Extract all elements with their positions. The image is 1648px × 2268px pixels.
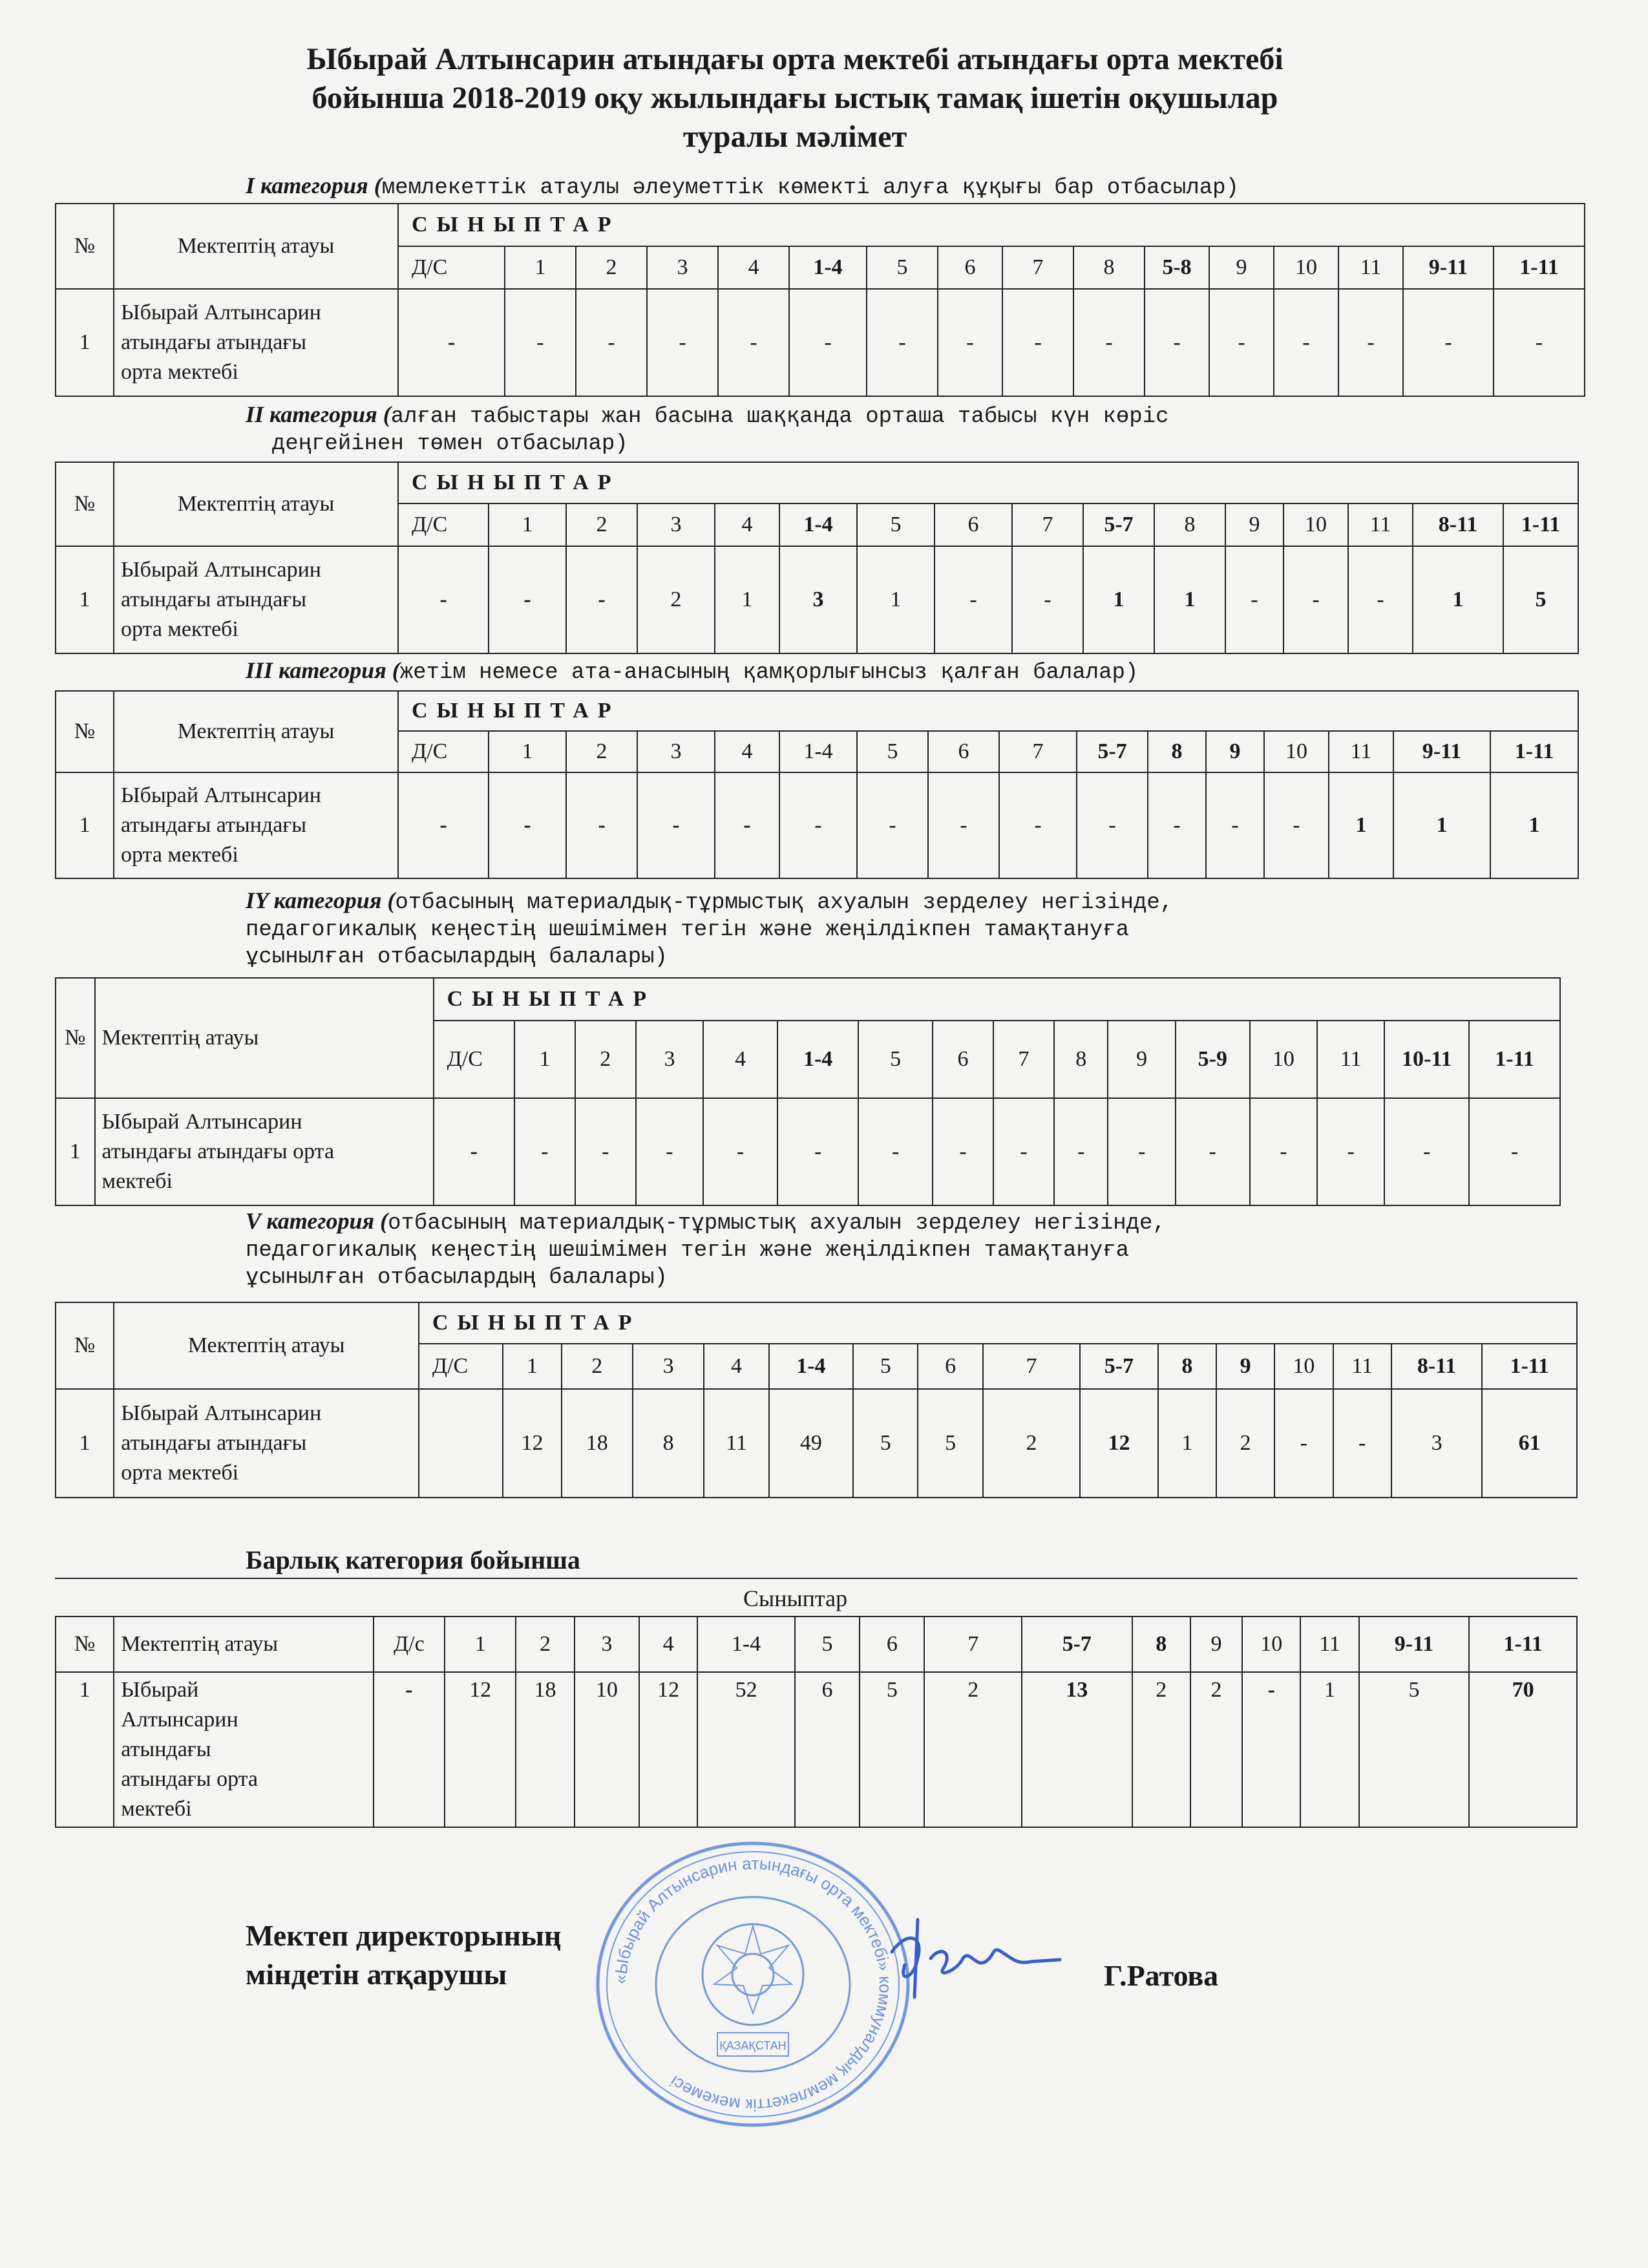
school-name-line: атындағы атындағы (121, 1431, 307, 1455)
school-name (95, 1098, 434, 1205)
col-ds: Д/С (398, 246, 505, 289)
cell: - (933, 1098, 993, 1205)
col-4: 4 (639, 1616, 697, 1672)
col-1: 1 (514, 1021, 575, 1098)
school-header: Мектептің атауы (114, 1302, 419, 1389)
col-11: 11 (1333, 1344, 1391, 1389)
col-3: 3 (575, 1616, 639, 1672)
category-1-table (55, 203, 1585, 397)
cell: 13 (1022, 1672, 1132, 1827)
cell: - (1284, 546, 1348, 653)
cell: - (938, 289, 1002, 396)
col-9: 9 (1108, 1021, 1175, 1098)
school-name (114, 1672, 373, 1827)
cell: - (867, 289, 938, 396)
school-name-line: Ыбырай Алтынсарин (121, 1401, 322, 1425)
col-ds: Д/С (419, 1344, 503, 1389)
cell: 8 (633, 1389, 704, 1498)
summary-table (55, 1616, 1578, 1828)
col-1-4: 1-4 (777, 1021, 858, 1098)
col-6: 6 (933, 1021, 993, 1098)
cell: 6 (795, 1672, 860, 1827)
category-3-caption (246, 658, 1474, 685)
school-header: Мектептің атауы (95, 978, 434, 1098)
signatory-name: Г.Ратова (1104, 1959, 1219, 1992)
table-row (56, 1672, 1577, 1827)
school-header: Мектептің атауы (114, 691, 398, 772)
no-header: № (56, 691, 114, 772)
row-number: 1 (56, 1098, 95, 1205)
col-5-7: 5-7 (1077, 731, 1148, 772)
col-1-11: 1-11 (1494, 246, 1585, 289)
cell: - (1274, 289, 1338, 396)
col-1-4: 1-4 (779, 503, 857, 546)
cell: 3 (1391, 1389, 1482, 1498)
col-1-11: 1-11 (1490, 731, 1578, 772)
col-5: 5 (858, 1021, 933, 1098)
col-1-4: 1-4 (697, 1616, 795, 1672)
cell: 5 (853, 1389, 918, 1498)
school-name-line: орта мектебі (121, 360, 238, 384)
cell: - (1054, 1098, 1108, 1205)
category-2-desc-1: алған табыстары жан басына шаққанда орташа табысы күн көріс (390, 405, 1169, 429)
school-name (114, 546, 398, 653)
col-6: 6 (928, 731, 999, 772)
no-header: № (56, 204, 114, 289)
cell: 1 (1158, 1389, 1216, 1498)
cell: - (857, 772, 928, 878)
col-9: 9 (1206, 731, 1264, 772)
col-9: 9 (1209, 246, 1274, 289)
cell: 1 (1300, 1672, 1358, 1827)
col-8: 8 (1132, 1616, 1190, 1672)
cell: - (1384, 1098, 1468, 1205)
cell: - (647, 289, 718, 396)
cell: - (999, 772, 1077, 878)
school-name-line: мектебі (121, 1797, 192, 1821)
cell: 2 (924, 1672, 1022, 1827)
cell: - (1209, 289, 1274, 396)
cell: - (1108, 1098, 1175, 1205)
school-name-line: атындағы атындағы (121, 330, 307, 354)
title-line-2: бойынша 2018-2019 оқу жылындағы ыстық тамақ ішетін оқушылар (312, 81, 1278, 115)
school-name-line: Ыбырай Алтынсарин (121, 301, 321, 324)
signature-label (246, 1916, 561, 1994)
col-5: 5 (857, 731, 928, 772)
col-10: 10 (1274, 1344, 1333, 1389)
school-name-line: орта мектебі (121, 1461, 239, 1485)
col-1-11: 1-11 (1482, 1344, 1577, 1389)
title-line-3: туралы мәлімет (682, 120, 907, 154)
school-name-line: орта мектебі (121, 843, 238, 867)
category-2-label: II категория ( (246, 401, 391, 427)
col-5-7: 5-7 (1083, 503, 1154, 546)
header-row (56, 204, 1585, 246)
cell: - (703, 1098, 777, 1205)
no-header: № (56, 978, 95, 1098)
col-9-11: 9-11 (1393, 731, 1490, 772)
cell: - (715, 772, 779, 878)
col-5: 5 (867, 246, 938, 289)
col-8-11: 8-11 (1391, 1344, 1482, 1389)
col-3: 3 (633, 1344, 704, 1389)
cell: 5 (1359, 1672, 1470, 1827)
header-row (56, 462, 1578, 503)
cell: - (1494, 289, 1585, 396)
header-row (56, 978, 1560, 1021)
signature-label-line-2: міндетін атқарушы (246, 1958, 507, 1991)
col-7: 7 (993, 1021, 1054, 1098)
school-name-line: Ыбырай (121, 1678, 199, 1702)
cell: 1 (1393, 772, 1490, 878)
category-2-desc-2: деңгейінен төмен отбасылар) (246, 432, 628, 456)
cell: - (993, 1098, 1054, 1205)
cell: 1 (715, 546, 779, 653)
col-2: 2 (576, 246, 647, 289)
school-name-line: Алтынсарин (121, 1708, 238, 1732)
document-title (194, 40, 1396, 156)
cell: - (1225, 546, 1284, 653)
row-number: 1 (56, 772, 114, 878)
cell: - (398, 772, 489, 878)
col-10: 10 (1284, 503, 1348, 546)
col-ds: Д/С (398, 503, 489, 546)
col-10: 10 (1242, 1616, 1300, 1672)
cell: - (1002, 289, 1073, 396)
col-7: 7 (924, 1616, 1022, 1672)
category-4-desc-3: ұсынылған отбасылардың балалары) (246, 945, 668, 970)
col-5-9: 5-9 (1176, 1021, 1250, 1098)
col-ds: Д/С (398, 731, 489, 772)
col-2: 2 (562, 1344, 633, 1389)
cell: - (398, 546, 489, 653)
classes-header: СЫНЫПТАР (419, 1302, 1577, 1344)
title-line-1: Ыбырай Алтынсарин атындағы орта мектебі атындағы орта мектебі (306, 42, 1284, 76)
cell: 2 (983, 1389, 1081, 1498)
col-6: 6 (935, 503, 1012, 546)
cell: 11 (704, 1389, 768, 1498)
cell: - (789, 289, 867, 396)
category-3-desc: жетім немесе ата-анасының қамқорлығынсыз қалған балалар) (399, 661, 1139, 685)
col-10: 10 (1250, 1021, 1317, 1098)
classes-header: СЫНЫПТАР (398, 462, 1578, 503)
category-4-caption (246, 888, 1474, 970)
cell: - (718, 289, 789, 396)
col-ds: Д/С (434, 1021, 514, 1098)
cell: - (489, 546, 566, 653)
col-3: 3 (637, 503, 715, 546)
cell: - (935, 546, 1012, 653)
col-5: 5 (853, 1344, 918, 1389)
col-2: 2 (566, 731, 637, 772)
table-row (56, 1098, 1560, 1205)
col-2: 2 (575, 1021, 636, 1098)
cell: 2 (1190, 1672, 1242, 1827)
category-5-caption (246, 1209, 1474, 1290)
category-2-caption (246, 402, 1474, 456)
cell: - (374, 1672, 445, 1827)
school-name-line: орта мектебі (121, 617, 238, 641)
cell: 5 (860, 1672, 924, 1827)
cell: - (1333, 1389, 1391, 1498)
cell: - (1077, 772, 1148, 878)
col-1: 1 (503, 1344, 561, 1389)
col-8: 8 (1073, 246, 1145, 289)
col-10: 10 (1264, 731, 1329, 772)
summary-rule (55, 1578, 1578, 1579)
cell: - (858, 1098, 933, 1205)
school-header: Мектептің атауы (114, 462, 398, 546)
col-1: 1 (505, 246, 576, 289)
school-name-line: атындағы атындағы орта (101, 1139, 335, 1163)
stamp-ring-text: «Ыбырай Алтынсарин атындағы орта мектебі» коммуналдық мемлекеттік мекемесі (610, 1853, 896, 2115)
col-11: 11 (1317, 1021, 1384, 1098)
col-1-11: 1-11 (1469, 1616, 1577, 1672)
school-name (114, 289, 398, 396)
cell: - (398, 289, 505, 396)
col-4: 4 (704, 1344, 768, 1389)
cell: - (1403, 289, 1494, 396)
stamp-center-text: ҚАЗАҚСТАН (719, 2039, 787, 2052)
col-1-11: 1-11 (1503, 503, 1578, 546)
cell: - (1250, 1098, 1317, 1205)
col-6: 6 (860, 1616, 924, 1672)
cell: - (1317, 1098, 1384, 1205)
category-5-desc-2: педагогикалық кеңестің шешімімен тегін және жеңілдікпен тамақтануға (246, 1238, 1130, 1263)
category-5-desc-1: отбасының материалдық-тұрмыстық ахуалын зерделеу негізінде, (388, 1211, 1166, 1236)
cell: 5 (1503, 546, 1578, 653)
cell: 12 (445, 1672, 516, 1827)
category-1-label: I категория ( (246, 173, 382, 198)
col-8: 8 (1148, 731, 1206, 772)
school-name (114, 1389, 419, 1498)
school-name-line: Ыбырай Алтынсарин (121, 558, 321, 582)
col-5: 5 (795, 1616, 860, 1672)
school-name (114, 772, 398, 878)
col-5-7: 5-7 (1080, 1344, 1157, 1389)
cell: 1 (1329, 772, 1393, 878)
columns-row (56, 1616, 1577, 1672)
official-stamp (591, 1836, 914, 2133)
cell: - (637, 772, 715, 878)
cell: 1 (857, 546, 935, 653)
col-1-4: 1-4 (769, 1344, 853, 1389)
category-5-desc-3: ұсынылған отбасылардың балалары) (246, 1266, 668, 1290)
cell: - (1242, 1672, 1300, 1827)
school-name-line: атындағы (121, 1737, 211, 1761)
col-8-11: 8-11 (1413, 503, 1503, 546)
category-3-table (55, 690, 1579, 879)
cell: - (575, 1098, 636, 1205)
col-5-7: 5-7 (1022, 1616, 1132, 1672)
cell: 18 (516, 1672, 574, 1827)
col-9: 9 (1190, 1616, 1242, 1672)
col-6: 6 (918, 1344, 982, 1389)
table-row (56, 546, 1578, 653)
cell: - (566, 546, 637, 653)
category-4-desc-1: отбасының материалдық-тұрмыстық ахуалын зерделеу негізінде, (395, 891, 1174, 915)
col-11: 11 (1329, 731, 1393, 772)
school-name-line: мектебі (101, 1169, 173, 1193)
category-1-caption (246, 173, 1474, 200)
header-row (56, 691, 1578, 731)
table-row (56, 772, 1578, 878)
col-1: 1 (445, 1616, 516, 1672)
cell: - (1348, 546, 1413, 653)
col-7: 7 (999, 731, 1077, 772)
school-name-line: атындағы атындағы (121, 588, 307, 611)
col-8: 8 (1154, 503, 1225, 546)
col-1: 1 (489, 731, 566, 772)
handwritten-signature (879, 1907, 1073, 2010)
cell: - (928, 772, 999, 878)
cell: 1 (1413, 546, 1503, 653)
school-header: Мектептің атауы (114, 1616, 373, 1672)
cell: - (1012, 546, 1083, 653)
col-3: 3 (636, 1021, 703, 1098)
col-2: 2 (516, 1616, 574, 1672)
cell: - (636, 1098, 703, 1205)
category-4-label: IY категория ( (246, 887, 396, 913)
cell: - (1145, 289, 1209, 396)
cell: 3 (779, 546, 857, 653)
cell: 70 (1469, 1672, 1577, 1827)
cell: - (1148, 772, 1206, 878)
col-7: 7 (983, 1344, 1081, 1389)
cell: - (1469, 1098, 1560, 1205)
table-row (56, 289, 1585, 396)
category-2-table (55, 461, 1579, 654)
category-5-table (55, 1302, 1578, 1498)
school-name-line: атындағы атындағы (121, 813, 307, 837)
cell: - (1206, 772, 1264, 878)
col-7: 7 (1012, 503, 1083, 546)
cell: 1 (1154, 546, 1225, 653)
row-number: 1 (56, 289, 114, 396)
cell: - (1073, 289, 1145, 396)
header-row (56, 1302, 1577, 1344)
cell: 2 (1132, 1672, 1190, 1827)
row-number: 1 (56, 546, 114, 653)
col-8: 8 (1158, 1344, 1216, 1389)
signature-label-line-1: Мектеп директорының (246, 1919, 562, 1952)
category-1-desc: мемлекеттік атаулы әлеуметтік көмекті алуға құқығы бар отбасылар) (381, 176, 1239, 200)
col-11: 11 (1348, 503, 1413, 546)
cell: 12 (503, 1389, 561, 1498)
cell: 10 (575, 1672, 639, 1827)
col-7: 7 (1002, 246, 1073, 289)
school-name-line: Ыбырай Алтынсарин (101, 1110, 302, 1134)
cell: 2 (1216, 1389, 1274, 1498)
cell: - (434, 1098, 514, 1205)
cell: 1 (1083, 546, 1154, 653)
cell: 12 (1080, 1389, 1157, 1498)
cell: - (1274, 1389, 1333, 1498)
school-name-line: атындағы орта (121, 1767, 258, 1791)
col-3: 3 (637, 731, 715, 772)
table-row (56, 1389, 1577, 1498)
col-1-11: 1-11 (1469, 1021, 1560, 1098)
cell: - (779, 772, 857, 878)
col-8: 8 (1054, 1021, 1108, 1098)
col-11: 11 (1338, 246, 1403, 289)
col-4: 4 (718, 246, 789, 289)
col-6: 6 (938, 246, 1002, 289)
cell: 61 (1482, 1389, 1577, 1498)
no-header: № (56, 1616, 114, 1672)
classes-header: СЫНЫПТАР (434, 978, 1560, 1021)
school-name-line: Ыбырай Алтынсарин (121, 783, 321, 807)
col-9: 9 (1216, 1344, 1274, 1389)
school-header: Мектептің атауы (114, 204, 398, 289)
cell: 18 (562, 1389, 633, 1498)
col-1-4: 1-4 (779, 731, 857, 772)
cell (419, 1389, 503, 1498)
category-4-table (55, 977, 1561, 1206)
col-1: 1 (489, 503, 566, 546)
summary-heading: Барлық категория бойынша (246, 1545, 580, 1574)
col-9-11: 9-11 (1403, 246, 1494, 289)
cell: 2 (637, 546, 715, 653)
col-11: 11 (1300, 1616, 1358, 1672)
no-header: № (56, 462, 114, 546)
col-10: 10 (1274, 246, 1338, 289)
cell: 1 (1490, 772, 1578, 878)
col-5: 5 (857, 503, 935, 546)
category-5-label: V категория ( (246, 1208, 388, 1234)
col-4: 4 (715, 731, 779, 772)
cell: - (566, 772, 637, 878)
cell: 49 (769, 1389, 853, 1498)
summary-subheading: Сыныптар (743, 1585, 848, 1611)
cell: 52 (697, 1672, 795, 1827)
category-3-label: III категория ( (246, 657, 400, 683)
col-1-4: 1-4 (789, 246, 867, 289)
classes-header: СЫНЫПТАР (398, 204, 1585, 246)
classes-header: СЫНЫПТАР (398, 691, 1578, 731)
category-4-desc-2: педагогикалық кеңестің шешімімен тегін және жеңілдікпен тамақтануға (246, 918, 1130, 942)
no-header: № (56, 1302, 114, 1389)
col-5-8: 5-8 (1145, 246, 1209, 289)
cell: - (1338, 289, 1403, 396)
col-ds: Д/с (374, 1616, 445, 1672)
cell: 5 (918, 1389, 982, 1498)
col-3: 3 (647, 246, 718, 289)
col-9: 9 (1225, 503, 1284, 546)
row-number: 1 (56, 1672, 114, 1827)
cell: - (576, 289, 647, 396)
col-4: 4 (715, 503, 779, 546)
col-4: 4 (703, 1021, 777, 1098)
row-number: 1 (56, 1389, 114, 1498)
col-2: 2 (566, 503, 637, 546)
cell: - (777, 1098, 858, 1205)
col-10-11: 10-11 (1384, 1021, 1468, 1098)
cell: - (489, 772, 566, 878)
cell: - (1264, 772, 1329, 878)
cell: - (1176, 1098, 1250, 1205)
cell: - (514, 1098, 575, 1205)
col-9-11: 9-11 (1359, 1616, 1470, 1672)
cell: 12 (639, 1672, 697, 1827)
cell: - (505, 289, 576, 396)
